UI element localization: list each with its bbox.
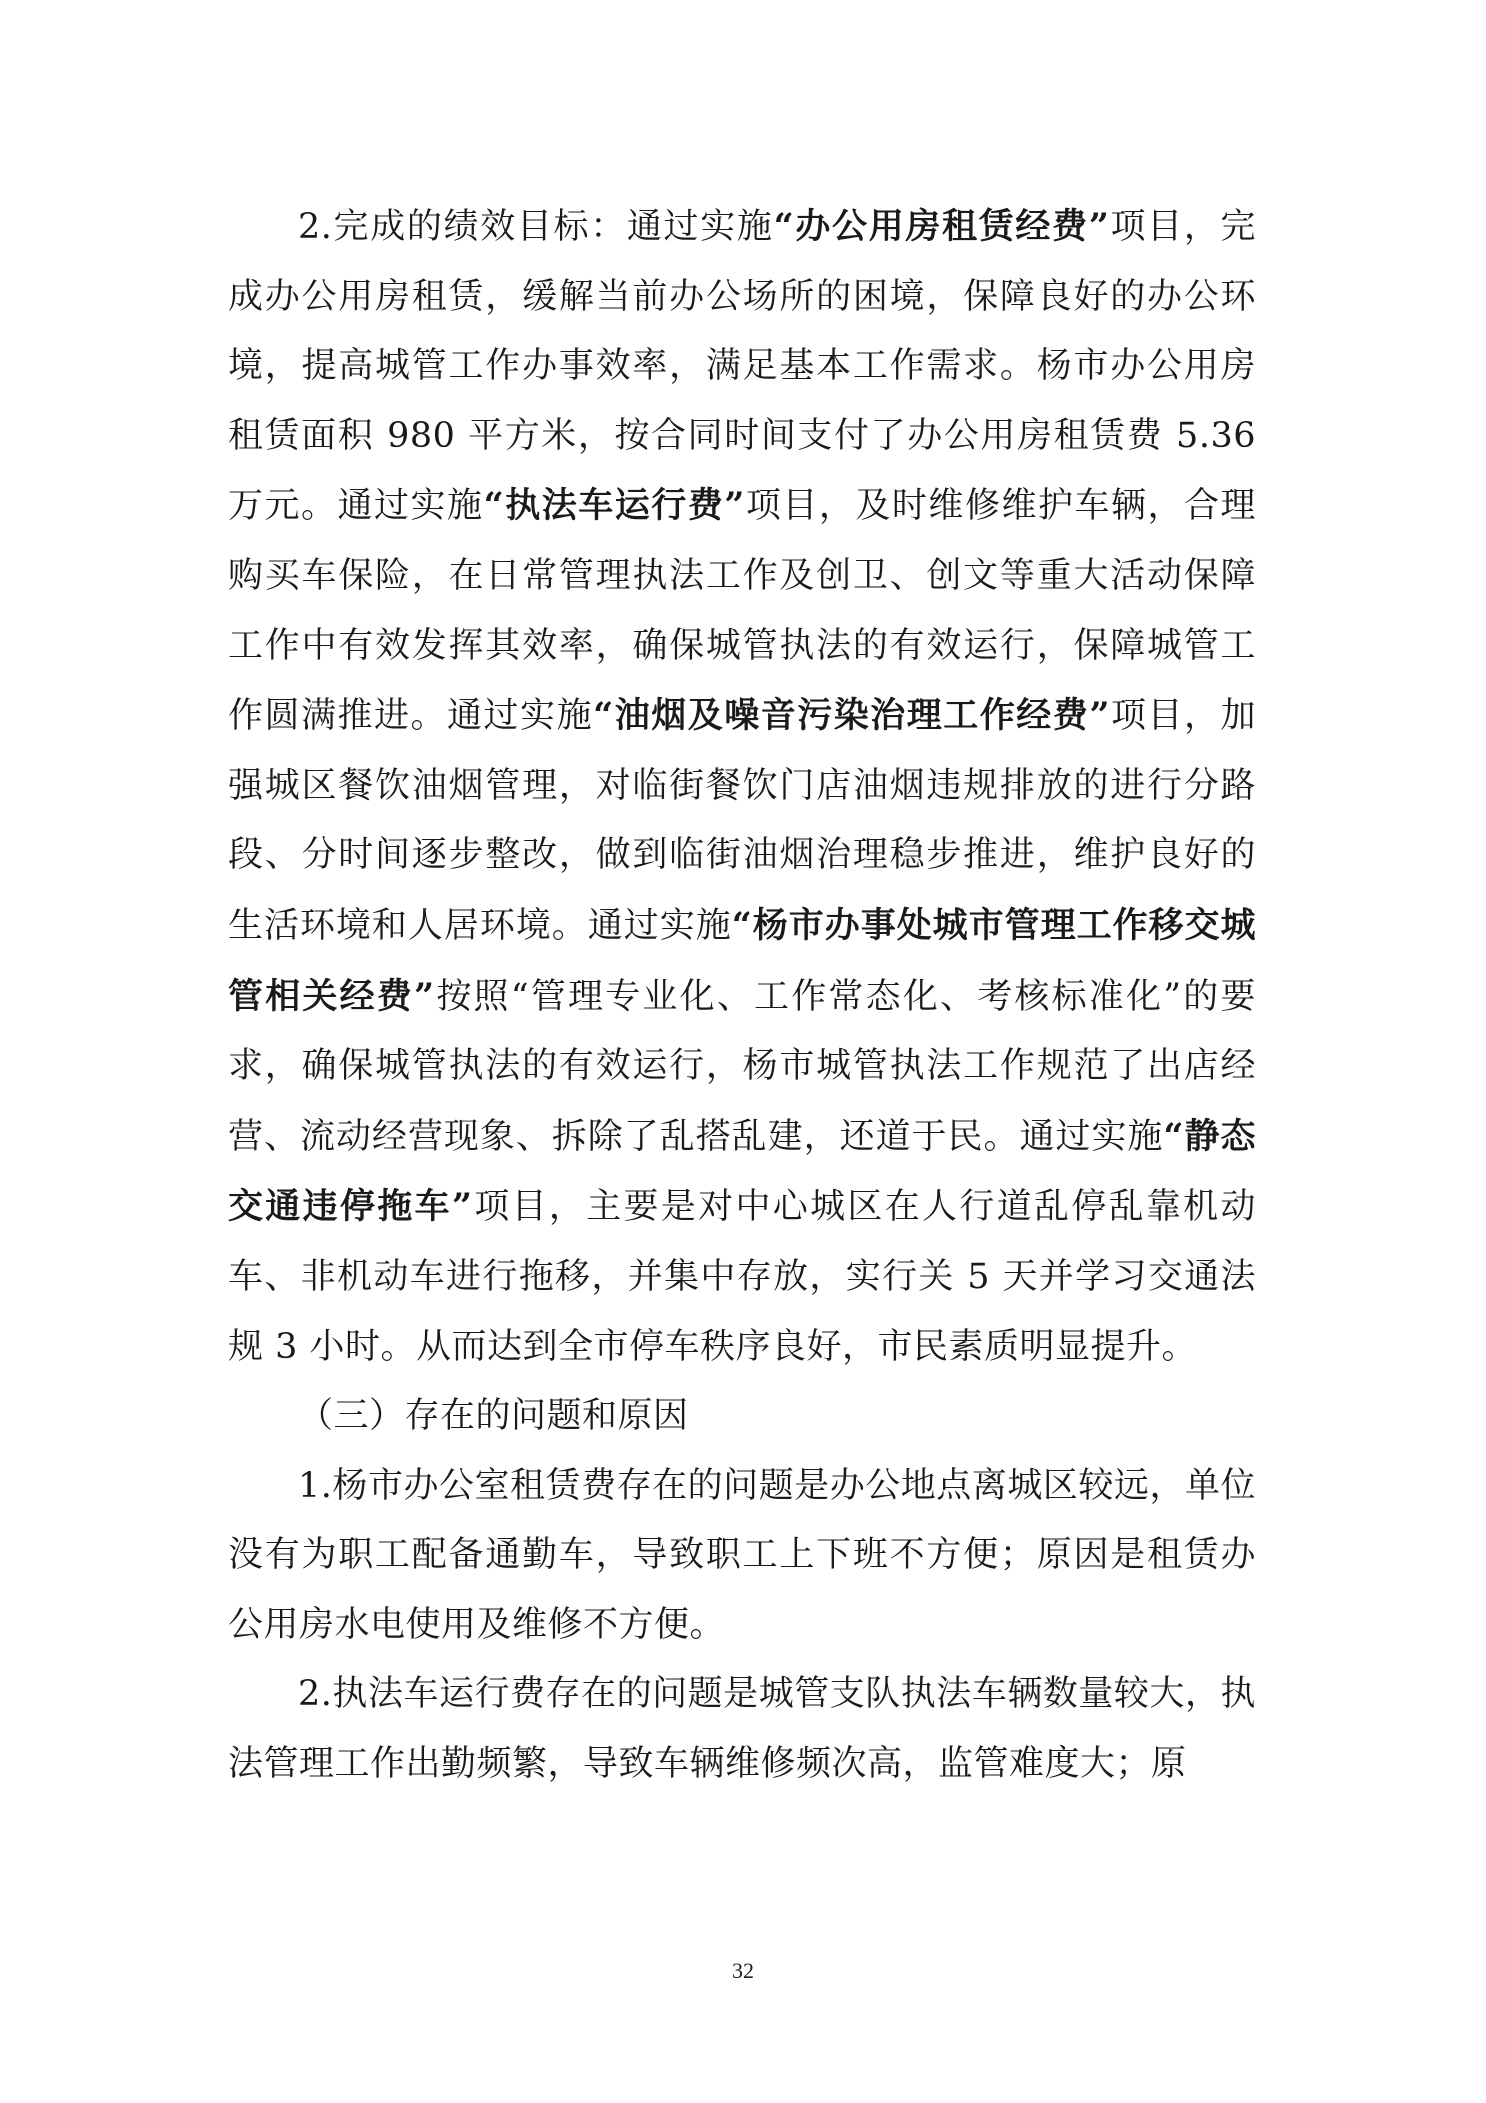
text-segment: 按照“管理专业化、工作常态化、考核标准化”的要求，确保城管执法的有效运行，杨市城管执法工作规范了出店经营、流动经营现象、拆除了乱搭乱建，还道于民。通过实施 [228, 976, 1256, 1157]
text-segment: 项目，完成办公用房租赁，缓解当前办公场所的困境，保障良好的办公环境，提高城管工作办事效率，满足基本工作需求。杨市办公用房租赁面积 980 平方米，按合同时间支付了办公用房租赁费 5.36 万元。通过实施 [228, 207, 1256, 527]
project-name-yangshi-transfer: “杨市办事处城市管理工作移交城管相关经费” [228, 904, 1256, 1017]
text-segment: 2.执法车运行费存在的问题是城管支队执法车辆数量较大，执法管理工作出勤频繁，导致车辆维修频次高，监管难度大；原 [228, 1674, 1256, 1785]
page-number: 32 [732, 1958, 754, 1983]
paragraph-performance-goals [228, 192, 1256, 1382]
project-name-office-rent: “办公用房租赁经费” [773, 206, 1110, 247]
heading-text: （三）存在的问题和原因 [298, 1396, 689, 1437]
project-name-vehicle-cost: “执法车运行费” [483, 485, 745, 527]
text-segment: 项目，及时维修维护车辆，合理购买车保险，在日常管理执法工作及创卫、创文等重大活动保障工作中有效发挥其效率，确保城管执法的有效运行，保障城管工作圆满推进。通过实施 [228, 486, 1256, 737]
text-segment: 项目，主要是对中心城区在人行道乱停乱靠机动车、非机动车进行拖移，并集中存放，实行关 5 天并学习交通法规 3 小时。从而达到全市停车秩序良好，市民素质明显提升。 [228, 1187, 1256, 1367]
text-segment: 项目，加强城区餐饮油烟管理，对临街餐饮门店油烟违规排放的进行分路段、分时间逐步整改，做到临街油烟治理稳步推进，维护良好的生活环境和人居环境。通过实施 [228, 696, 1256, 946]
text-segment: 2.完成的绩效目标：通过实施 [298, 207, 774, 247]
paragraph-problem-2 [228, 1660, 1256, 1799]
project-name-fume-noise: “油烟及噪音污染治理工作经费” [593, 695, 1110, 737]
project-name-towing: “静态交通违停拖车” [228, 1115, 1256, 1228]
text-segment: 1.杨市办公室租赁费存在的问题是办公地点离城区较远，单位没有为职工配备通勤车，导致职工上下班不方便；原因是租赁办公用房水电使用及维修不方便。 [228, 1465, 1256, 1645]
paragraph-problem-1 [228, 1452, 1256, 1661]
section-heading [228, 1382, 1256, 1452]
body-text [228, 192, 1256, 1800]
